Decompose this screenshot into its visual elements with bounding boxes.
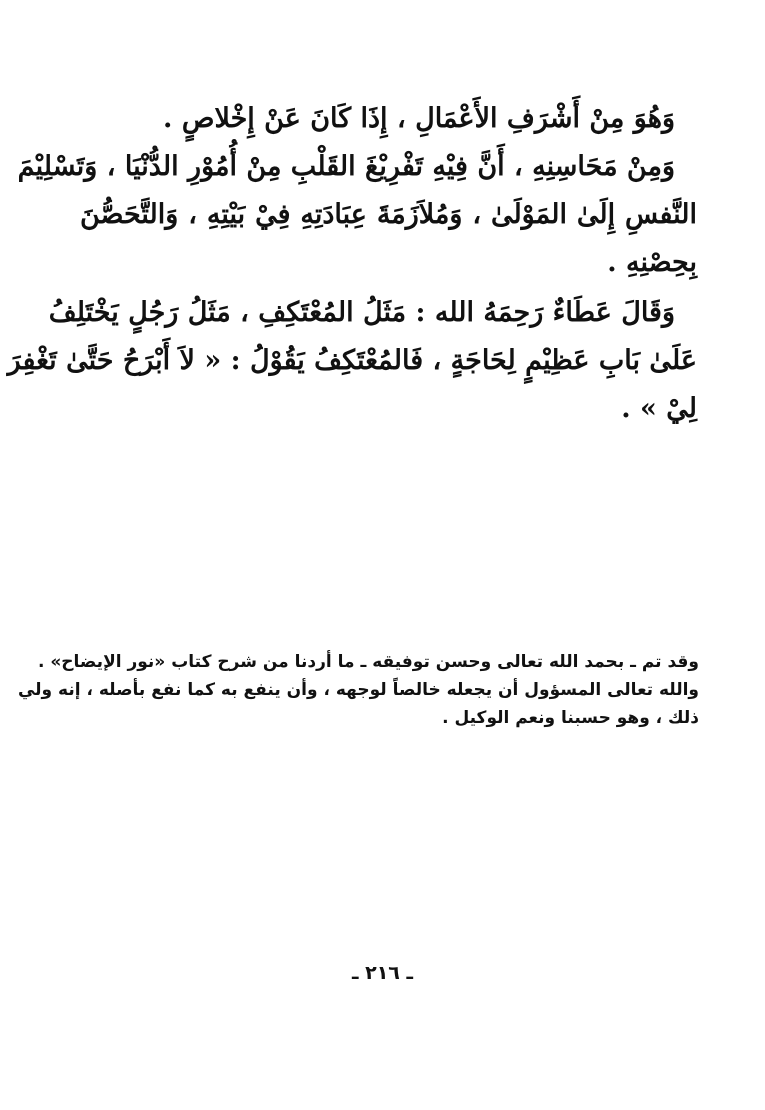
text-line: بِحِصْنِهِ .: [607, 247, 697, 278]
page-number: ـ ٢١٦ ـ: [351, 962, 413, 984]
note-line: وقد تم ـ بحمد الله تعالى وحسن توفيقه ـ ما أردنا من شرح كتاب «نور الإيضاح» .: [37, 652, 699, 672]
text-line: لِيْ » .: [621, 393, 697, 424]
text-line: وَمِنْ مَحَاسِنِهِ ، أَنَّ فِيْهِ تَفْرِيْغَ القَلْبِ مِنْ أُمُوْرِ الدُّنْيَا ، وَتَسْلِيْمَ: [17, 151, 675, 182]
text-line: وَهُوَ مِنْ أَشْرَفِ الأَعْمَالِ ، إِذَا كَانَ عَنْ إِخْلاصٍ .: [163, 103, 675, 134]
text-line: وَقَالَ عَطَاءٌ رَحِمَهُ الله : مَثَلُ المُعْتَكِفِ ، مَثَلُ رَجُلٍ يَخْتَلِفُ: [48, 297, 675, 328]
note-line: والله تعالى المسؤول أن يجعله خالصاً لوجهه ، وأن ينفع به كما نفع بأصله ، إنه ولي: [17, 680, 699, 700]
text-line: عَلَىٰ بَابِ عَظِيْمٍ لِحَاجَةٍ ، فَالمُعْتَكِفُ يَقُوْلُ : « لاَ أَبْرَحُ حَتَّىٰ تَغْفِرَ: [7, 345, 697, 376]
note-line: ذلك ، وهو حسبنا ونعم الوكيل .: [442, 708, 699, 728]
concluding-note: [17, 648, 699, 732]
main-text-block: [7, 95, 697, 433]
text-line: النَّفسِ إِلَىٰ المَوْلَىٰ ، وَمُلاَزَمَةَ عِبَادَتِهِ فِيْ بَيْتِهِ ، وَالتَّحَصُّنَ: [80, 199, 697, 230]
